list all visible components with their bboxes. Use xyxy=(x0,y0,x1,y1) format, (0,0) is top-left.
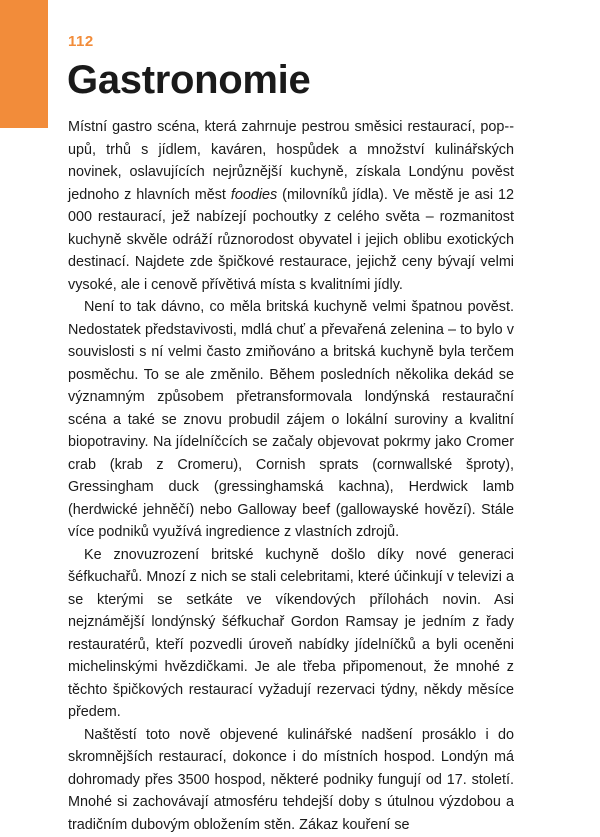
page-number: 112 xyxy=(68,33,94,50)
paragraph-1 xyxy=(68,116,514,296)
paragraph-2: Není to tak dávno, co měla britská kuchyně velmi špatnou pověst. Nedostatek představivosti, mdlá chuť a převařená zelenina – to bylo v souvislosti s ní velmi často zmiňováno a britská kuchyně byla terčem posměchu. To se ale změnilo. Během posledních několika dekád se významným způsobem přetransformovala londýnská restaurační scéna a také se znovu probudil zájem o lokální suroviny a kvalitní biopotraviny. Na jídelníčcích se začaly objevovat pokrmy jako Cromer crab (krab z Cromeru), Cornish sprats (cornwallské šproty), Gressingham duck (gressinghamská kachna), Herdwick lamb (herdwické jehněčí) nebo Galloway beef (gallowayské hovězí). Stále více podniků využívá ingredience z vlastních zdrojů. xyxy=(68,299,514,540)
paragraph-1-emphasis: foodies xyxy=(230,186,278,203)
article-body xyxy=(68,116,514,836)
chapter-color-tab xyxy=(0,0,48,128)
paragraph-3: Ke znovuzrození britské kuchyně došlo díky nové generaci šéfkuchařů. Mnozí z nich se stali celebritami, které účinkují v televizi a se kterými se setkáte ve víkendových přílohách novin. Asi nejznámější londýnský šéfkuchař Gordon Ramsay je jedním z řady restauratérů, kteří pozvedli úroveň nabídky jídelníčků a byli oceněni michelinskými hvězdičkami. Je ale třeba připomenout, že mnohé z těchto špičkových restaurací vyžadují rezervaci týdny, někdy měsíce předem. xyxy=(68,546,514,720)
page-title: Gastronomie xyxy=(67,58,311,102)
paragraph-4: Naštěstí toto nově objevené kulinářské nadšení prosáklo i do skromnějších restaurací, dokonce i do místních hospod. Londýn má dohromady přes 3500 hospod, některé podniky fungují od 17. století. Mnohé si zachovávají atmosféru tehdejší doby s útulnou výzdobou a tradičním dubovým obložením stěn. Zákaz kouření se xyxy=(68,726,514,833)
paragraph-1-text-a: Místní gastro scéna, která zahrnuje pestrou směsici restaurací, pop-upů, trhů s jídlem, kaváren, hospůdek a množství kulinářských novinek, oslavujících nejrůznější kuchyně, získala Londýnu pověst jednoho z hlavních měst xyxy=(68,119,514,203)
paragraph-1-text-b: (milovníků jídla). Ve městě je asi 12 000 restaurací, jež nabízejí pochoutky z celého světa – rozmanitost kuchyně skvěle odráží různorodost obyvatel i jejich oblibu exotických destinací. Najdete zde špičkové restaurace, jejichž ceny bývají velmi vysoké, ale i cenově přívětivá místa s kvalitními jídly. xyxy=(68,186,514,293)
